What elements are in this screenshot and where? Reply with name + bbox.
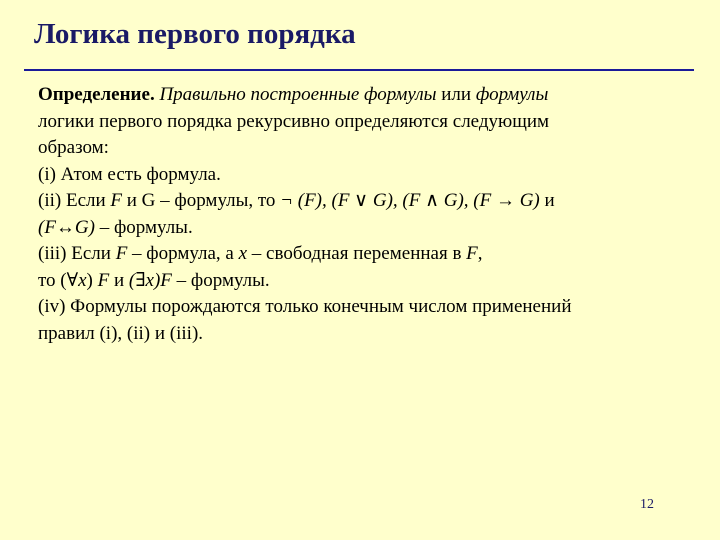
text-segment: F: [466, 243, 478, 264]
text-segment: – формулы.: [94, 216, 193, 238]
text-segment: Правильно построенные формулы: [159, 84, 437, 105]
text-segment: формулы: [475, 84, 549, 105]
text-segment: x: [238, 243, 248, 264]
text-segment: F: [110, 190, 123, 211]
text-segment: правил (i), (ii) и (iii).: [38, 322, 204, 344]
text-line: [38, 241, 698, 268]
definition-text: [38, 82, 698, 347]
text-segment: – свободная переменная в: [247, 243, 467, 264]
title-divider: [24, 69, 694, 71]
text-segment: – формулы.: [171, 269, 270, 291]
text-segment: F: [97, 269, 110, 291]
text-line: [38, 294, 698, 321]
text-segment: (∃x)F: [128, 269, 172, 291]
text-segment: и: [539, 190, 555, 211]
text-line: [38, 135, 698, 162]
text-segment: ∀x: [66, 269, 87, 291]
text-segment: (F↔G): [38, 216, 95, 238]
text-segment: ¬ (F), (F ∨ G), (F ∧ G), (F → G): [280, 190, 540, 211]
text-segment: (iv) Формулы порождаются только конечным числом применений: [38, 296, 572, 317]
text-segment: (i) Атом есть формула.: [38, 163, 221, 185]
text-segment: логики первого порядка рекурсивно определяются следующим: [38, 110, 550, 132]
text-segment: – формула, а: [127, 243, 239, 264]
text-segment: (ii) Если: [38, 190, 111, 211]
slide-title: Логика первого порядка: [34, 18, 356, 50]
text-segment: F: [115, 243, 128, 264]
text-line: [38, 162, 698, 189]
text-segment: ,: [477, 243, 483, 264]
text-line: [38, 188, 698, 215]
text-line: [38, 109, 698, 136]
text-line: [38, 321, 698, 348]
page-number: 12: [640, 497, 654, 512]
text-segment: и G – формулы, то: [122, 190, 281, 211]
text-line: [38, 215, 698, 242]
text-segment: ): [86, 269, 98, 291]
text-segment: то (: [38, 269, 67, 291]
text-line: [38, 82, 698, 109]
definition-label: Определение.: [38, 84, 155, 105]
text-segment: (iii) Если: [38, 243, 116, 264]
text-segment: или: [436, 84, 476, 105]
text-segment: образом:: [38, 137, 109, 158]
text-segment: и: [109, 269, 129, 291]
text-line: [38, 268, 698, 295]
